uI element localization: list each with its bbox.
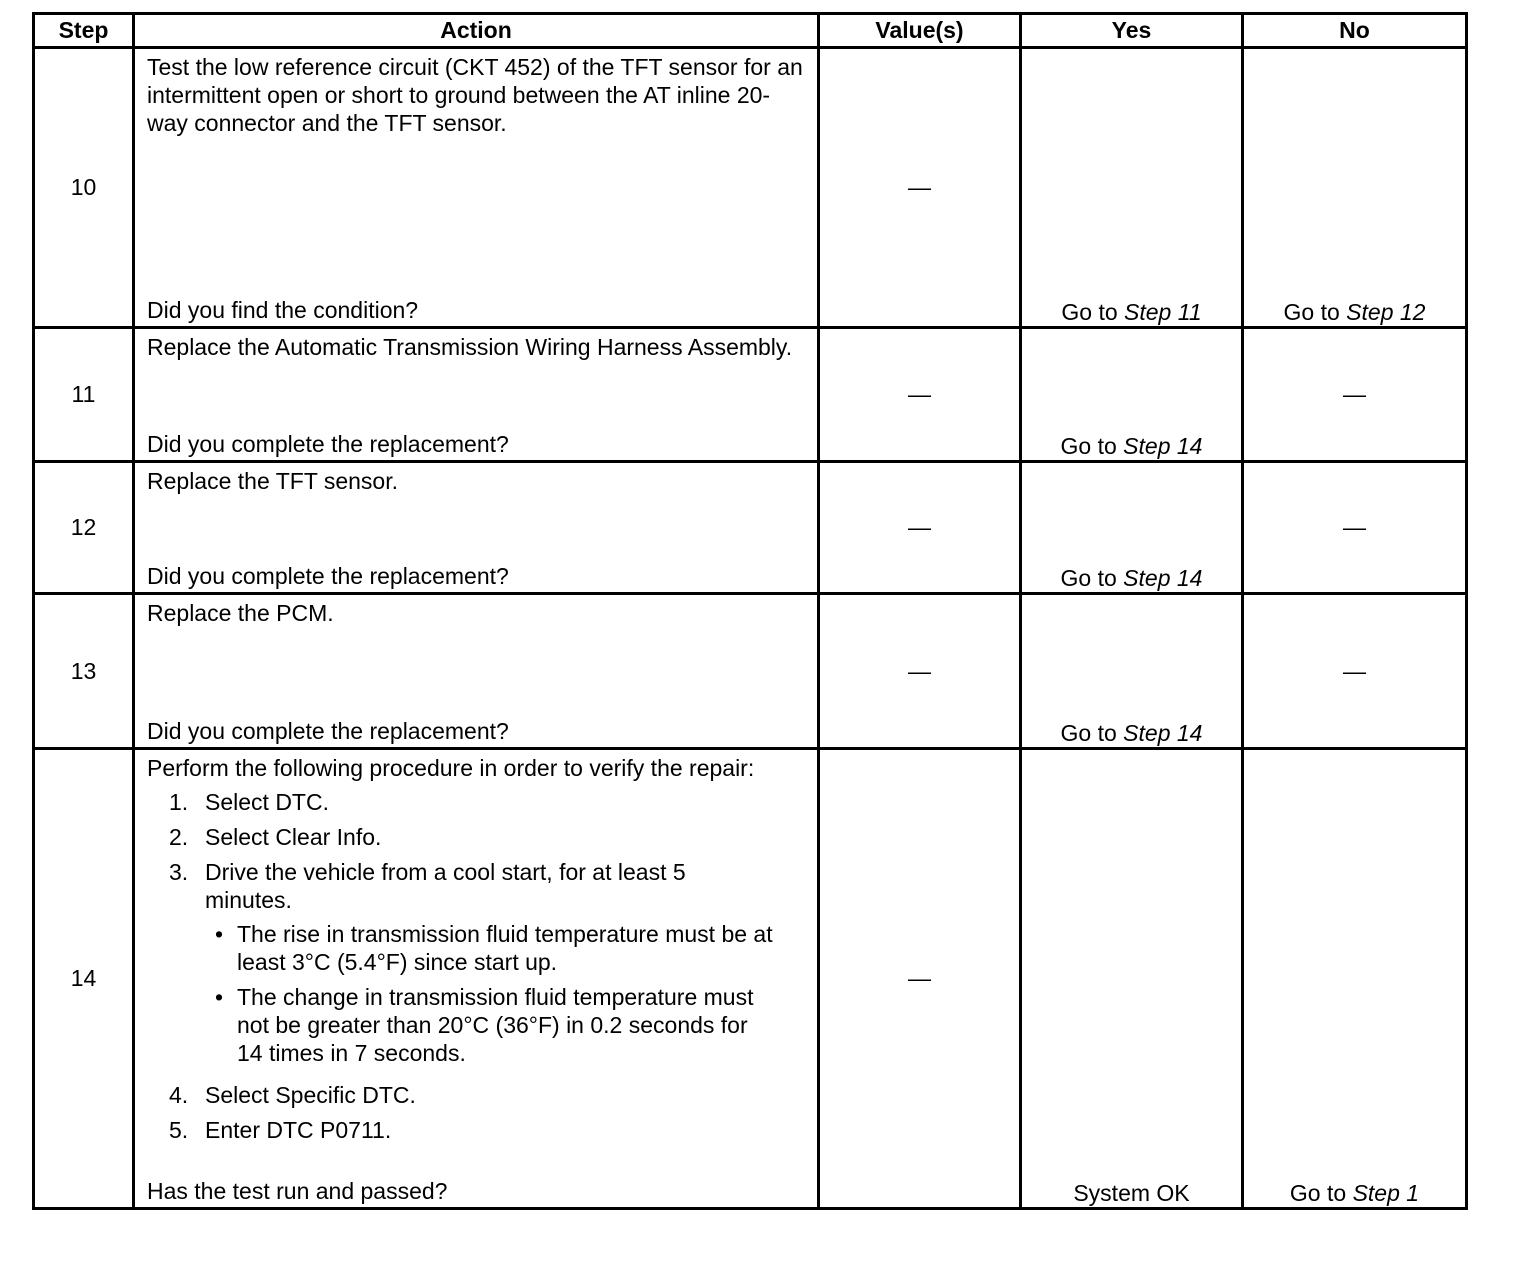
procedure-step-text: Select DTC.	[205, 789, 329, 815]
table-row	[34, 462, 1467, 594]
procedure-step-text: Select Clear Info.	[205, 824, 382, 850]
step-number: 13	[34, 594, 134, 749]
header-action: Action	[134, 14, 819, 48]
yes-prefix: Go to	[1061, 299, 1125, 325]
header-yes: Yes	[1021, 14, 1243, 48]
step-number: 10	[34, 48, 134, 328]
yes-step-link: Step 14	[1123, 433, 1203, 459]
value-cell: —	[819, 462, 1021, 594]
no-cell: —	[1243, 594, 1467, 749]
yes-cell	[1021, 48, 1243, 328]
no-step-link: Step 12	[1346, 299, 1426, 325]
action-text: Test the low reference circuit (CKT 452) of the TFT sensor for an intermittent open or short to ground between the AT inline 20-way connector and the TFT sensor.	[147, 54, 803, 136]
procedure-step	[169, 788, 805, 816]
procedure-list	[147, 788, 805, 1144]
action-text: Replace the TFT sensor.	[147, 468, 399, 494]
header-no: No	[1243, 14, 1467, 48]
procedure-step-number: 3.	[169, 859, 189, 885]
action-cell	[134, 328, 819, 462]
action-cell	[134, 594, 819, 749]
bullet-item	[205, 920, 805, 976]
yes-cell	[1021, 462, 1243, 594]
procedure-step	[169, 858, 805, 1074]
step-number: 12	[34, 462, 134, 594]
procedure-step-text: Drive the vehicle from a cool start, for at least 5 minutes.	[205, 859, 686, 913]
step-number: 11	[34, 328, 134, 462]
table-row	[34, 749, 1467, 1209]
table-row	[34, 594, 1467, 749]
value-cell: —	[819, 48, 1021, 328]
action-cell	[134, 462, 819, 594]
action-cell	[134, 48, 819, 328]
yes-prefix: Go to	[1060, 565, 1124, 591]
action-cell	[134, 749, 819, 1209]
yes-step-link: Step 11	[1124, 299, 1202, 325]
no-prefix: Go to	[1289, 1180, 1353, 1206]
header-row	[34, 14, 1467, 48]
diagnostic-table	[32, 12, 1468, 1210]
procedure-step-number: 5.	[169, 1117, 189, 1143]
yes-step-link: Step 14	[1123, 565, 1203, 591]
procedure-step-text: Enter DTC P0711.	[205, 1117, 392, 1143]
no-cell	[1243, 48, 1467, 328]
no-cell: —	[1243, 462, 1467, 594]
action-text: Perform the following procedure in order to verify the repair:	[147, 755, 755, 781]
procedure-step	[169, 1081, 805, 1109]
procedure-step-number: 2.	[169, 824, 189, 850]
action-question: Did you complete the replacement?	[147, 718, 509, 744]
no-step-link: Step 1	[1352, 1180, 1420, 1206]
value-cell: —	[819, 749, 1021, 1209]
no-cell: —	[1243, 328, 1467, 462]
yes-prefix: Go to	[1060, 433, 1124, 459]
yes-cell	[1021, 594, 1243, 749]
procedure-step	[169, 823, 805, 851]
bullet-icon: •	[215, 921, 224, 947]
bullet-icon: •	[215, 984, 224, 1010]
yes-cell	[1021, 328, 1243, 462]
yes-cell: System OK	[1021, 749, 1243, 1209]
procedure-step-number: 1.	[169, 789, 189, 815]
bullet-text: The rise in transmission fluid temperature must be at least 3°C (5.4°F) since start up.	[237, 921, 773, 975]
procedure-step-text: Select Specific DTC.	[205, 1082, 416, 1108]
action-question: Did you complete the replacement?	[147, 431, 509, 457]
action-question: Has the test run and passed?	[147, 1178, 448, 1204]
procedure-step-number: 4.	[169, 1082, 189, 1108]
value-cell: —	[819, 594, 1021, 749]
table-row	[34, 328, 1467, 462]
no-prefix: Go to	[1283, 299, 1347, 325]
procedure-step	[169, 1116, 805, 1144]
header-step: Step	[34, 14, 134, 48]
bullet-item	[205, 983, 805, 1067]
header-values: Value(s)	[819, 14, 1021, 48]
value-cell: —	[819, 328, 1021, 462]
action-question: Did you find the condition?	[147, 297, 419, 323]
bullet-list	[205, 920, 805, 1067]
bullet-text: The change in transmission fluid temperature must not be greater than 20°C (36°F) in 0.2 seconds for 14 times in 7 seconds.	[237, 984, 754, 1066]
table-row	[34, 48, 1467, 328]
action-text: Replace the Automatic Transmission Wiring Harness Assembly.	[147, 334, 793, 360]
yes-step-link: Step 14	[1123, 720, 1203, 746]
action-question: Did you complete the replacement?	[147, 563, 509, 589]
no-cell	[1243, 749, 1467, 1209]
action-text: Replace the PCM.	[147, 600, 334, 626]
yes-prefix: Go to	[1060, 720, 1124, 746]
step-number: 14	[34, 749, 134, 1209]
